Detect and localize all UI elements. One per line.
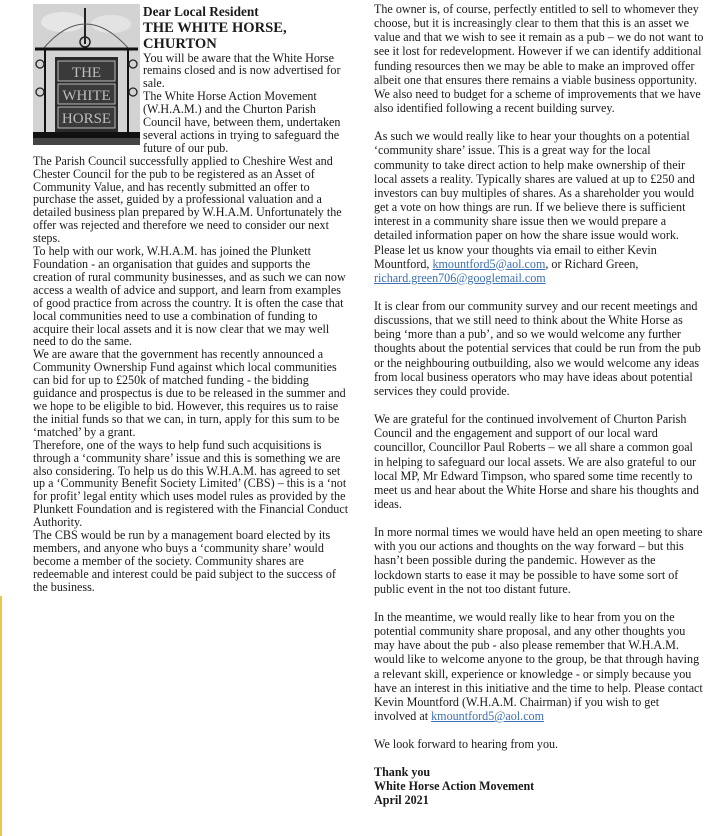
right-column bbox=[374, 2, 704, 807]
paragraph: The CBS would be run by a management board elected by its members, and anyone who buys a ‘community share’ would become a member of the society. Community shares are redeemable and interest could be paid subject to the success of the business. bbox=[33, 528, 336, 594]
paragraph: We are aware that the government has recently announced a Community Ownership Fund against which local communities can bid for up to £250k of matched funding - the bidding guidance and prospectus is due to be released in the summer and we hope to be eligible to bid. However, this requires us to raise the initial funds so that we can, in turn, apply for this sum to be ‘matched’ by a grant. bbox=[33, 347, 346, 439]
edge-bar bbox=[0, 596, 2, 836]
pub-sign-image bbox=[33, 4, 140, 145]
email-link-richard[interactable]: richard.green706@googlemail.com bbox=[374, 270, 546, 285]
signoff-date: April 2021 bbox=[374, 793, 429, 808]
pub-sign-icon bbox=[33, 4, 140, 145]
paragraph: The owner is, of course, perfectly entitled to sell to whomever they choose, but it is increasingly clear to them that this is an asset we value and that we wish to see it remain as a pub – we do not want to see it lost for redevelopment. However if we can identify additional funding resources then we may be able to make an improved offer albeit one that ensures there remains a viable business opportunity. We also need to budget for a scheme of improvements that we have also identified following a recent building survey. bbox=[374, 2, 704, 116]
greeting: Dear Local Resident bbox=[143, 4, 259, 19]
svg-text:WHITE: WHITE bbox=[62, 88, 111, 104]
signoff-org: White Horse Action Movement bbox=[374, 779, 535, 794]
paragraph: We are grateful for the continued involvement of Churton Parish Council and the engagement and support of our local ward councillor, Councillor Paul Roberts – we all share a common goal in helping to safeguard our local assets. We are also grateful to our local MP, Mr Edward Timpson, who spared some time recently to meet us and hear about the White Horse and share his thoughts and ideas. bbox=[374, 412, 699, 511]
heading-title: THE WHITE HORSE, bbox=[143, 19, 287, 36]
signoff-thanks: Thank you bbox=[374, 765, 431, 780]
paragraph-text: As such we would really like to hear your thoughts on a potential ‘community share’ issue. This is a great way for the local community to take direct action to help make ownership of their local assets a reality. Typically shares are valued at up to £250 and investors can buy multiples of shares. As a shareholder you would get a vote on how things are run. If we believe there is sufficient interest in a community share issue then we would prepare a detailed information paper on how the share issue would work. Please let us know your thoughts via email to either Kevin Mountford, bbox=[374, 129, 695, 271]
heading-location: CHURTON bbox=[143, 35, 217, 52]
left-column bbox=[33, 4, 351, 594]
closing-line: We look forward to hearing from you. bbox=[374, 737, 559, 752]
paragraph-text: , or Richard Green, bbox=[545, 256, 639, 271]
paragraph: The White Horse Action Movement (W.H.A.M.) and the Churton Parish Council have, between them, undertaken several actions in trying to safeguard the future of our pub. bbox=[143, 89, 341, 155]
meantime-paragraph bbox=[374, 610, 704, 723]
email-link-kevin-2[interactable]: kmountford5@aol.com bbox=[431, 709, 545, 724]
svg-text:THE: THE bbox=[71, 65, 102, 81]
paragraph: It is clear from our community survey and our recent meetings and discussions, that we still need to think about the White Horse as being ‘more than a pub’, and so we would welcome any further thoughts about the potential services that could be run from the pub or the neighbouring outbuilding, also we would welcome any ideas from local business operators who may have ideas about potential services they could provide. bbox=[374, 298, 701, 398]
paragraph: The Parish Council successfully applied to Cheshire West and Chester Council for the pub to be registered as an Asset of Community Value, and has recently submitted an offer to purchase the asset, guided by a professional valuation and a detailed business plan prepared by W.H.A.M. Unfortunately the offer was rejected and therefore we need to consider our next steps. bbox=[33, 153, 342, 246]
paragraph: In more normal times we would have held an open meeting to share with you our actions and thoughts on the way forward – but this hasn’t been possible during the pandemic. However as the lockdown starts to ease it may be possible to have some sort of public event in the not too distant future. bbox=[374, 525, 703, 596]
paragraph: To help with our work, W.H.A.M. has joined the Plunkett Foundation - an organisation that guides and supports the creation of rural community businesses, and as such we can now access a wealth of advice and support, and learn from examples of good practice from across the country. It is often the case that local communities need to use a combination of funding to acquire their local assets and it is now clear that we may well need to do the same. bbox=[33, 244, 346, 349]
svg-text:HORSE: HORSE bbox=[61, 111, 112, 127]
share-paragraph bbox=[374, 129, 704, 285]
email-link-kevin[interactable]: kmountford5@aol.com bbox=[432, 256, 546, 271]
paragraph: Therefore, one of the ways to help fund such acquisitions is through a ‘community share’ issue and this is something we are also considering. To help us do this W.H.A.M. has agreed to set up a ‘Community Benefit Society Limited’ (CBS) – this is a ‘not for profit’ legal entity which uses model rules as provided by the Plunkett Foundation and is registered with the Financial Conduct Authority. bbox=[33, 437, 349, 530]
paragraph: You will be aware that the White Horse remains closed and is now advertised for sale. bbox=[143, 50, 341, 91]
paragraph-text: In the meantime, we would really like to hear from you on the potential community share proposal, and any other thoughts you may have about the pub - also please remember that W.H.A.M. would like to welcome anyone to the group, be that through having a relevant skill, experience or knowledge - or simply because you have an interest in this initiative and the time to help. Please contact Kevin Mountford (W.H.A.M. Chairman) if you wish to get involved at bbox=[374, 609, 703, 724]
